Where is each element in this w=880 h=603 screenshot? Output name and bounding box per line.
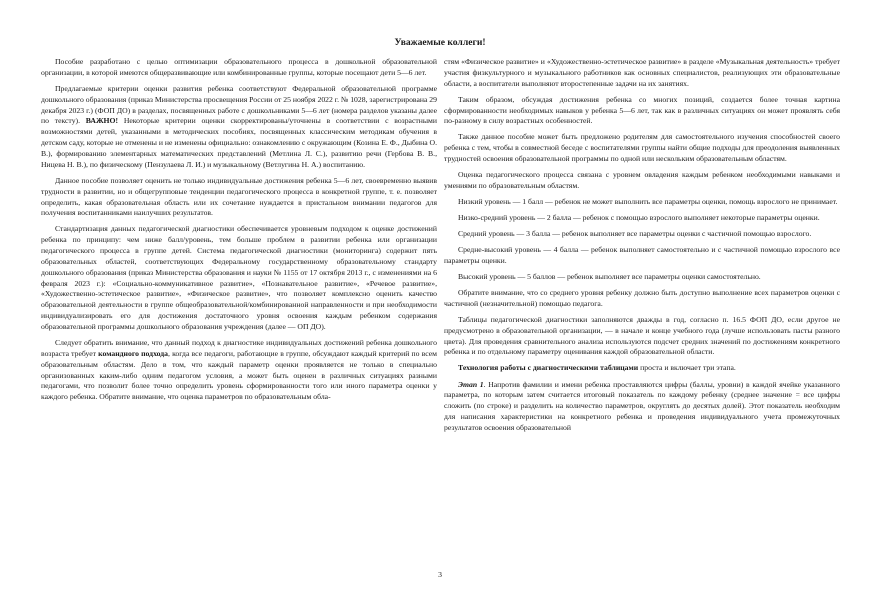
paragraph: Предлагаемые критерии оценки развития ребенка соответствуют Федеральной образовательной программе дошкольного образования (приказ Министерства просвещения России от 25 ноября 2022 г. № 1028, зарегистрирована 29 декабря 2023 г.) (ФОП ДО) в разделах, посвященных работе с дошкольниками 5—6 лет (номера разделов указаны далее по тексту). ВАЖНО! Некоторые критерии оценки скорректированы/уточнены в соответствии с возрастными возможностями детей, указанными в методических пособиях, посвященных классическим методикам обучения в детском саду, которые не отменены и не изменены официально: ознакомлению с окружающим (Козина Е. Ф., Дыбина О. В.), формированию элементарных математических представлений (Метлина Л. С.), развитию речи (Гербова В. В., Ницева Н. В.), по физическому (Пензулаева Л. И.) и музыкальному (Ветлугина Н. А.) воспитанию. (41, 83, 437, 169)
level-low-medium: Низко-средний уровень — 2 балла — ребенок с помощью взрослого выполняет некоторые параметры оценки. (458, 213, 820, 223)
level-low: Низкий уровень — 1 балл — ребенок не может выполнить все параметры оценки, помощь взрослого не принимает. (458, 197, 838, 207)
left-column (41, 57, 437, 408)
stage-label: Этап 1 (458, 379, 484, 389)
paragraph-continued: стям «Физическое развитие» и «Художественно-эстетическое развитие» в разделе «Музыкальная деятельность» требует участия физкультурного и музыкального работников как основных специалистов, реализующих эти образовательные области, а воспитатели выполняют второстепенные задачи на их занятиях. (444, 57, 840, 88)
right-column (444, 57, 840, 439)
paragraph: Таблицы педагогической диагностики заполняются дважды в год, согласно п. 16.5 ФОП ДО, если другое не предусмотрено в образовательной организации, — в начале и конце учебного года (лучше использовать пасты разного цвета). Для проведения сравнительного анализа используются подсчет средних значений по достижениям конкретного ребенка и по отдельному параметру оценивания каждой образовательной области. (444, 314, 840, 357)
technology-heading: Технология работы с диагностическими таблицами (458, 363, 639, 373)
page-number: 3 (438, 570, 442, 579)
level-medium: Средний уровень — 3 балла — ребенок выполняет все параметры оценки с частичной помощью взрослого. (458, 229, 812, 239)
paragraph: Следует обратить внимание, что данный подход к диагностике индивидуальных достижений ребенка дошкольного возраста требует командного подхода, когда все педагоги, работающие в группе, обсуждают каждый критерий по всем образовательным областям. Дело в том, что каждый параметр оценки проявляется не только в специально организованных каким-либо одним педагогом условия, а может быть оценен в различных ситуациях разными педагогами, что позволит более точно определить уровень сформированности того или иного параметра оценки у каждого ребенка. Обратите внимание, что оценка параметров по образовательным обла- (41, 338, 437, 402)
important-note: ВАЖНО! (85, 116, 119, 126)
paragraph: Обратите внимание, что со среднего уровня ребенку должно быть доступно выполнение всех параметров оценки с частичной (незначительной) помощью педагога. (444, 288, 840, 308)
paragraph: Стандартизация данных педагогической диагностики обеспечивается уровневым подходом к оценке достижений ребенка по принципу: чем ниже балл/уровень, тем больше проблем в развитии ребенка или организации педагогического процесса в группе детей. Система педагогической диагностики (мониторинга) содержит пять образовательных областей, соответствующих Федеральному государственному образовательному стандарту дошкольного образования (приказ Министерства образования и науки № 1155 от 17 октября 2013 г., с изменениями на 6 февраля 2023 г.): «Социально-коммуникативное развитие», «Познавательное развитие», «Речевое развитие», «Художественно-эстетическое развитие», «Физическое развитие», что позволяет комплексно оценить качество образовательной деятельности в группе общеобразовательной/комбинированной направленности и при необходимости индивидуализировать его для достижения достаточного уровня освоения каждым ребенком содержания образовательной программы дошкольного образования учреждения (далее — ОП ДО). (41, 224, 437, 331)
paragraph: Этап 1. Напротив фамилии и имени ребенка проставляются цифры (баллы, уровни) в каждой ячейке указанного параметра, по которым затем считается итоговый показатель по каждому ребенку (среднее значение = все цифры сложить (по строке) и разделить на количество параметров, округлять до десятых долей). Этот показатель необходим для написания характеристики на конкретного ребенка и проведения индивидуального учета промежуточных результатов освоения образовательной (444, 379, 840, 432)
paragraph: Оценка педагогического процесса связана с уровнем овладения каждым ребенком необходимыми навыками и умениями по образовательным областям. (444, 170, 840, 190)
level-medium-high: Средне-высокий уровень — 4 балла — ребенок выполняет самостоятельно и с частичной помощью взрослого все параметры оценки. (444, 245, 840, 265)
paragraph: Также данное пособие может быть предложено родителям для самостоятельного изучения способностей своего ребенка с тем, чтобы в совместной беседе с воспитателями группы найти общие подходы для преодоления выявленных трудностей освоения образовательной программы по одной или нескольким образовательным областям. (444, 132, 840, 164)
paragraph: Технология работы с диагностическими таблицами проста и включает три этапа. (458, 363, 736, 373)
paragraph: Пособие разработано с целью оптимизации образовательного процесса в дошкольной образовательной организации, в которой имеются общеразвивающие или комбинированные группы, которые посещают дети 5—6 лет. (41, 57, 437, 77)
emphasis-team-approach: командного подхода (98, 348, 168, 358)
paragraph: Таким образом, обсуждая достижения ребенка со многих позиций, создается более точная картина сформированности необходимых навыков у ребенка 5—6 лет, так как в различных ситуациях он может проявлять себя по-разному в силу возрастных особенностей. (444, 94, 840, 126)
level-high: Высокий уровень — 5 баллов — ребенок выполняет все параметры оценки самостоятельно. (458, 272, 761, 281)
paragraph: Данное пособие позволяет оценить не только индивидуальные достижения ребенка 5—6 лет, своевременно выявив трудности в развитии, но и общегрупповые тенденции педагогического процесса в конкретной группе, т. е. позволяет определить, какая образовательная область или их сочетание нуждается в пристальном внимании педагогов для получения воспитанниками наилучших результатов. (41, 175, 437, 218)
page-heading: Уважаемые коллеги! (394, 37, 486, 48)
